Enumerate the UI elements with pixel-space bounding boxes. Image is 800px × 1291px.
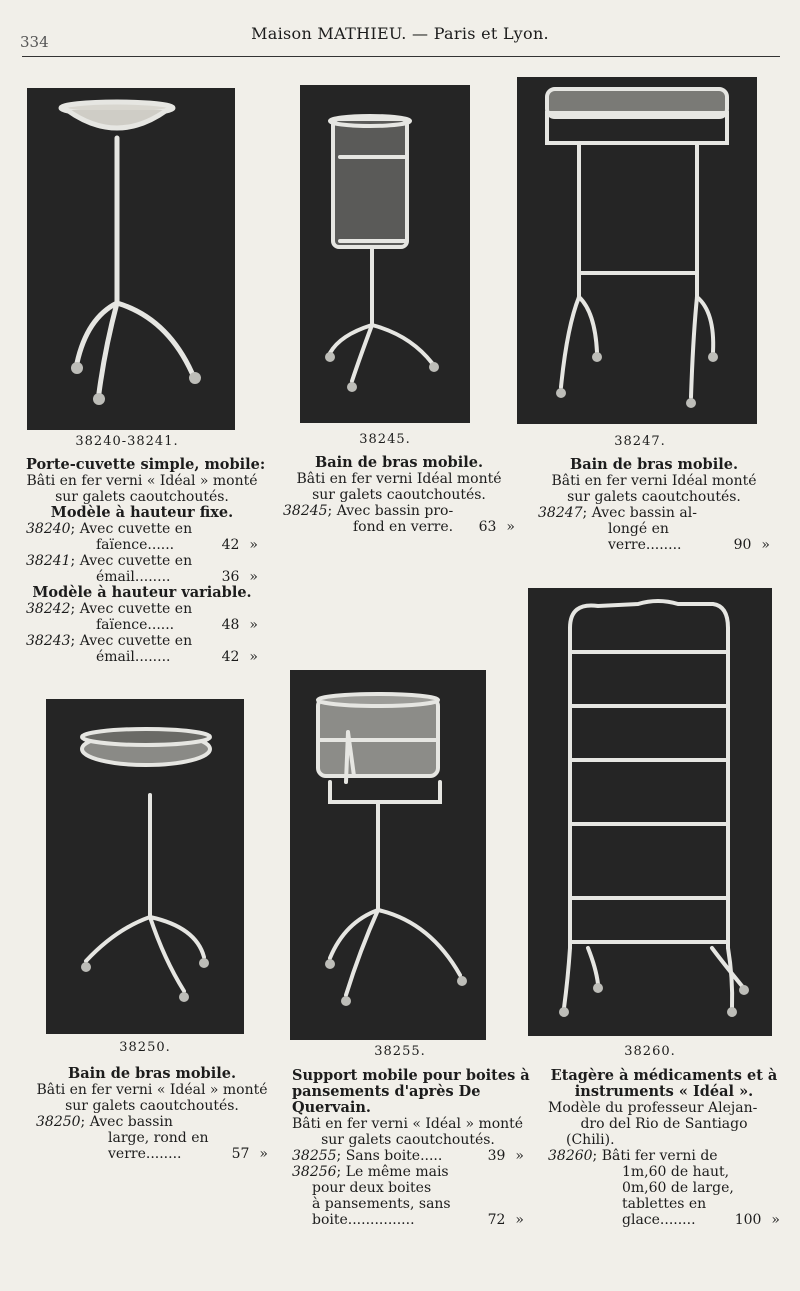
product-title: Bain de bras mobile. [570, 456, 738, 473]
product-title-line-2: pansements d'après De [292, 1083, 481, 1100]
product-description-38240 [26, 456, 266, 665]
price-entry: 38245; Avec bassin pro- [283, 503, 454, 519]
description-line: Bâti en fer verni « Idéal » monté [36, 1082, 268, 1098]
description-line: sur galets caoutchoutés. [65, 1098, 239, 1114]
description-line: Bâti en fer verni « Idéal » monté [26, 473, 258, 489]
price-entry: 38243; Avec cuvette en [26, 633, 193, 649]
price-entry-cont: pour deux boites [312, 1180, 432, 1196]
description-line: sur galets caoutchoutés. [55, 489, 229, 505]
price-entry-cont: faïence...... 48 » [96, 617, 258, 633]
item-number: 38245. [359, 432, 411, 447]
price-entry-cont: fond en verre. 63 » [353, 519, 515, 535]
price-entry-cont: émail........ 42 » [96, 649, 258, 665]
price-entry: 38250; Avec bassin [36, 1114, 173, 1130]
price-entry: 38241; Avec cuvette en [26, 553, 193, 569]
product-title: Bain de bras mobile. [315, 454, 483, 471]
product-photo-38260 [528, 588, 772, 1036]
price-entry-cont: 1m,60 de haut, [622, 1164, 730, 1180]
item-number: 38247. [614, 434, 666, 449]
description-line: sur galets caoutchoutés. [567, 489, 741, 505]
item-number: 38240-38241. [75, 434, 179, 449]
description-line: Bâti en fer verni Idéal monté [296, 471, 502, 487]
price-entry-cont: faïence...... 42 » [96, 537, 258, 553]
product-description-38250 [36, 1066, 268, 1162]
price-entry: 38240; Avec cuvette en [26, 521, 193, 537]
price-entry: 38247; Avec bassin al- [538, 505, 697, 521]
price-entry: 38256; Le même mais [292, 1164, 449, 1180]
price-entry: 38260; Bâti fer verni de [548, 1148, 718, 1164]
price-entry-cont: boite............... 72 » [312, 1212, 524, 1228]
product-title-line-2: instruments « Idéal ». [574, 1083, 754, 1100]
product-photo-38255 [290, 670, 486, 1040]
product-photo-38240 [27, 88, 235, 430]
item-number: 38260. [624, 1044, 676, 1059]
description-line: Bâti en fer verni « Idéal » monté [292, 1116, 524, 1132]
product-title: Porte-cuvette simple, mobile: [26, 456, 266, 473]
product-description-38247 [538, 457, 770, 553]
product-description-38260 [548, 1068, 780, 1228]
description-line: Modèle du professeur Alejan- [548, 1100, 758, 1116]
price-entry-cont: longé en [608, 521, 669, 537]
price-entry: 38255; Sans boite..... 39 » [292, 1148, 524, 1164]
price-entry-cont: à pansements, sans [312, 1196, 451, 1212]
product-title: Bain de bras mobile. [68, 1065, 236, 1082]
price-entry-cont: verre........ 57 » [108, 1146, 268, 1162]
product-description-38255 [292, 1067, 530, 1228]
price-entry-cont: tablettes en [622, 1196, 707, 1212]
product-photo-38245 [300, 85, 470, 423]
description-line: sur galets caoutchoutés. [321, 1132, 495, 1148]
description-line: sur galets caoutchoutés. [312, 487, 486, 503]
price-entry-cont: large, rond en [108, 1130, 209, 1146]
product-description-38245 [283, 455, 515, 535]
model-heading: Modèle à hauteur variable. [32, 584, 252, 601]
price-entry-cont: verre........ 90 » [608, 537, 770, 553]
page-number: 334 [20, 33, 49, 51]
model-heading: Modèle à hauteur fixe. [50, 504, 234, 521]
product-photo-38250 [46, 699, 244, 1034]
price-entry-cont: 0m,60 de large, [622, 1180, 734, 1196]
item-number: 38255. [374, 1044, 426, 1059]
header-rule [22, 56, 780, 57]
price-entry-cont: glace........ 100 » [622, 1212, 780, 1228]
description-line: Bâti en fer verni Idéal monté [551, 473, 757, 489]
product-title: Etagère à médicaments et à [550, 1067, 778, 1084]
price-entry: 38242; Avec cuvette en [26, 601, 193, 617]
product-photo-38247 [517, 77, 757, 424]
description-line: (Chili). [566, 1132, 615, 1148]
product-title: Support mobile pour boites à [292, 1067, 530, 1084]
product-title-line-3: Quervain. [292, 1099, 371, 1116]
running-title: Maison MATHIEU. — Paris et Lyon. [251, 24, 549, 43]
description-line: dro del Rio de Santiago [580, 1116, 748, 1132]
item-number: 38250. [119, 1040, 171, 1055]
price-entry-cont: émail........ 36 » [96, 569, 258, 585]
